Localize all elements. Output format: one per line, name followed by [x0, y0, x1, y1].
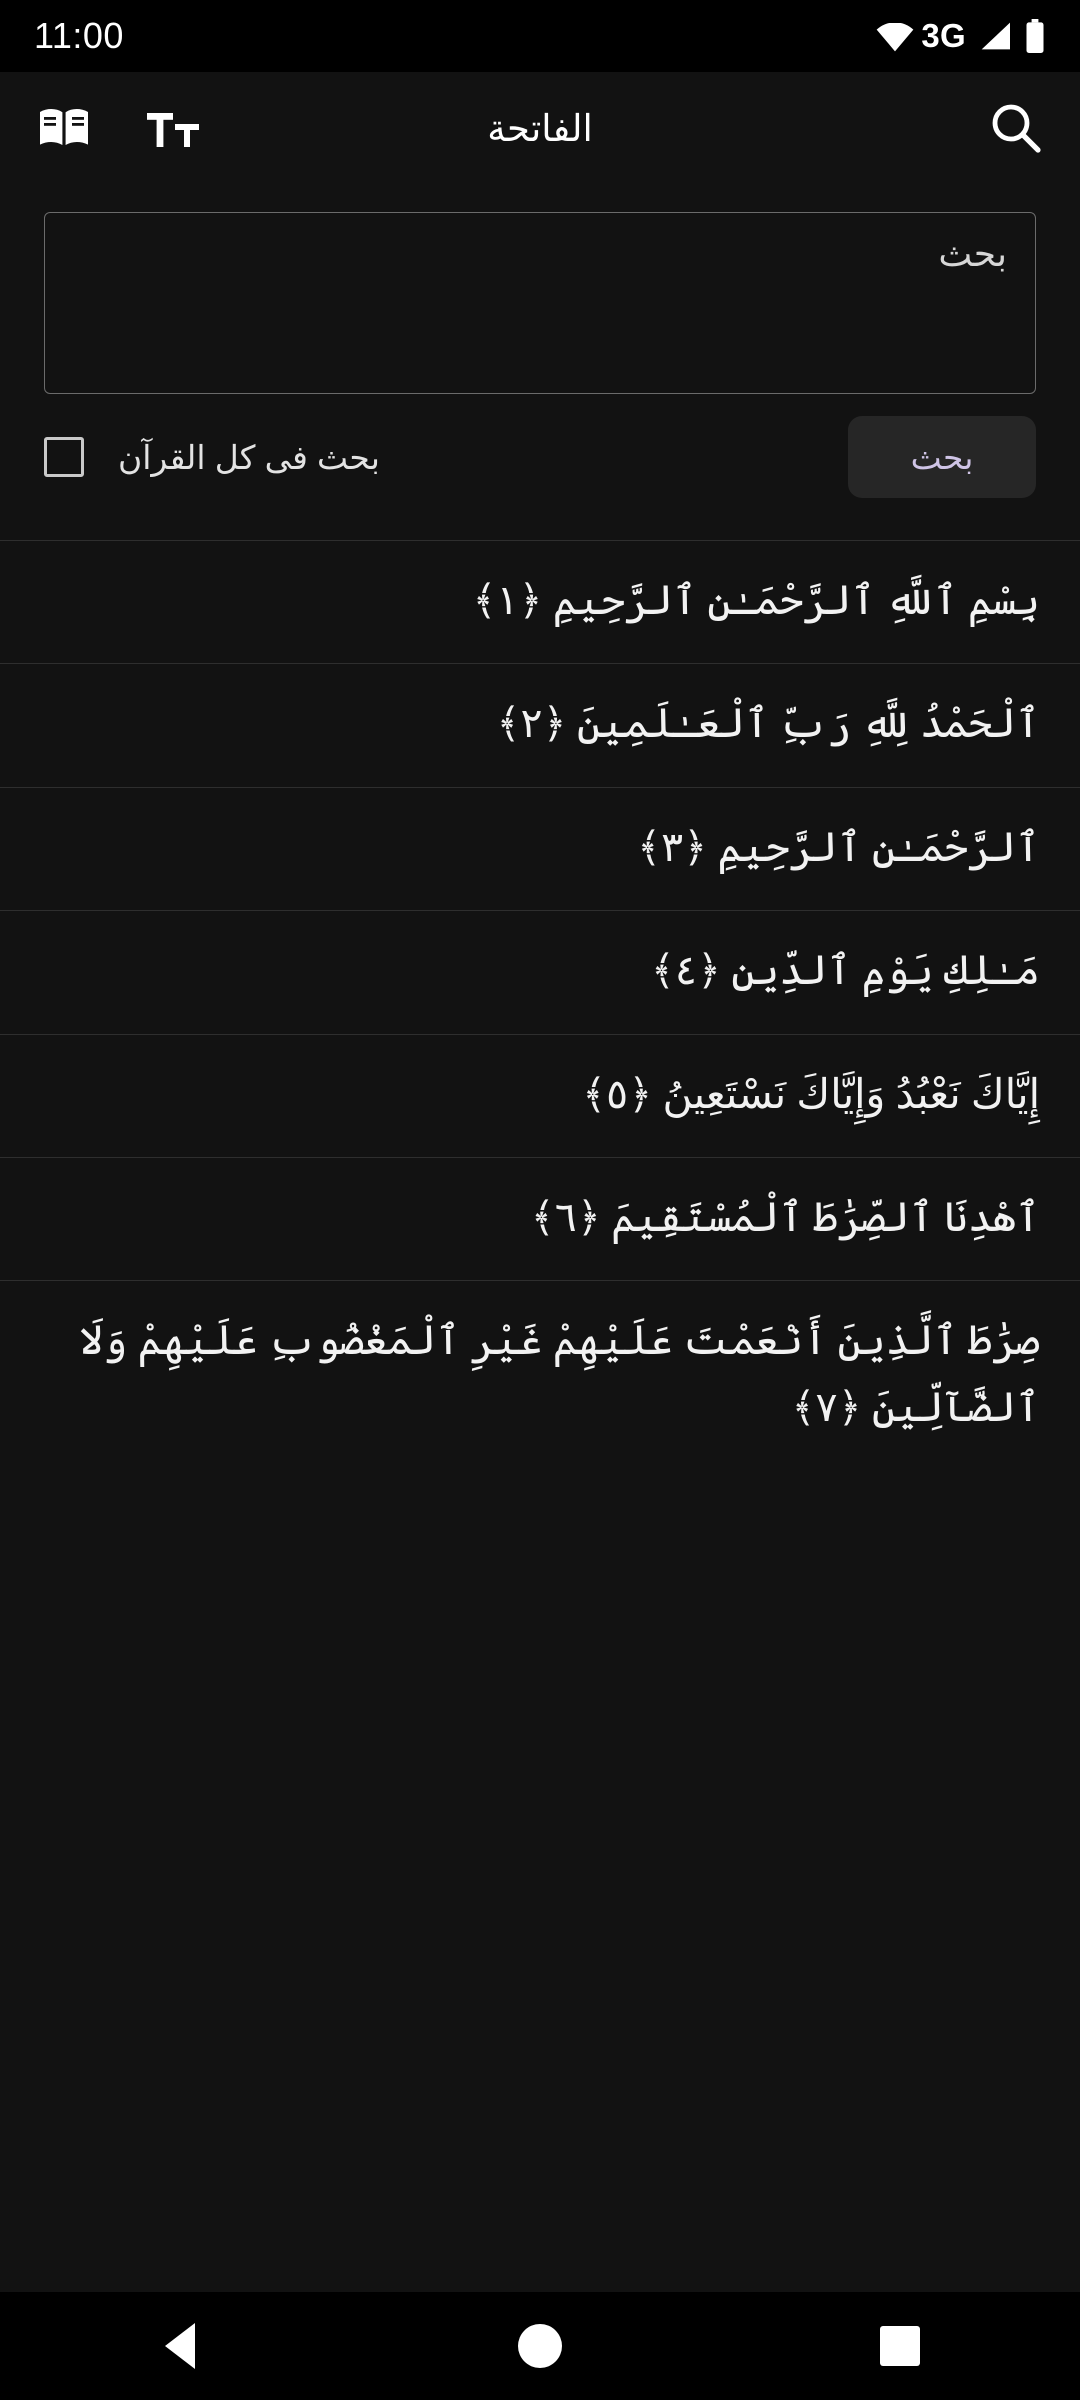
home-circle-icon: [518, 2324, 562, 2368]
app-bar-right-actions: [986, 98, 1046, 158]
book-icon[interactable]: [34, 98, 94, 158]
ayah-row[interactable]: [0, 540, 1080, 663]
ayah-text: ٱهْدِنَا ٱلصِّرَٰطَ ٱلْمُسْتَقِيمَ ﴿٦﴾: [530, 1194, 1040, 1241]
recents-square-icon: [880, 2326, 920, 2366]
ayah-text: مَـٰلِكِ يَوْمِ ٱلدِّينِ ﴿٤﴾: [650, 947, 1040, 994]
nav-recents-button[interactable]: [800, 2292, 1000, 2400]
ayah-row[interactable]: [0, 663, 1080, 786]
search-whole-quran-option[interactable]: [44, 437, 380, 477]
signal-icon: [978, 21, 1012, 51]
ayah-row[interactable]: [0, 1280, 1080, 1470]
ayah-text: ٱلْحَمْدُ لِلَّهِ رَبِّ ٱلْعَـٰلَمِينَ ﴿٢﴾: [496, 700, 1040, 747]
text-size-icon[interactable]: [144, 98, 204, 158]
ayah-text: إِيَّاكَ نَعْبُدُ وَإِيَّاكَ نَسْتَعِينُ ﴿٥﴾: [582, 1070, 1040, 1117]
ayah-text: ٱلرَّحْمَـٰنِ ٱلرَّحِيمِ ﴿٣﴾: [637, 823, 1040, 870]
status-clock: 11:00: [34, 15, 124, 56]
search-whole-quran-label: بحث فى كل القرآن: [118, 438, 380, 476]
ayah-text: بِسْمِ ٱللَّهِ ٱلرَّحْمَـٰنِ ٱلرَّحِيمِ ﴿١﴾: [472, 577, 1040, 623]
back-triangle-icon: [165, 2323, 195, 2369]
ayah-row[interactable]: [0, 910, 1080, 1033]
status-indicators: [875, 17, 1046, 55]
ayah-text: صِرَٰطَ ٱلَّذِينَ أَنْعَمْتَ عَلَيْهِمْ غَيْرِ ٱلْمَغْضُوبِ عَلَيْهِمْ وَلَا ٱلضَّآلِّينَ ﴿٧﴾: [79, 1317, 1040, 1430]
system-navigation-bar: [0, 2292, 1080, 2400]
status-bar: [0, 0, 1080, 72]
search-controls: [0, 394, 1080, 498]
wifi-icon: [875, 23, 909, 49]
search-whole-quran-checkbox[interactable]: [44, 437, 84, 477]
search-icon[interactable]: [986, 98, 1046, 158]
nav-home-button[interactable]: [440, 2292, 640, 2400]
search-input[interactable]: [44, 212, 1036, 394]
ayah-list: [0, 540, 1080, 1470]
network-type-label: 3G: [921, 17, 966, 54]
app-bar: [0, 72, 1080, 184]
search-button[interactable]: بحث: [848, 416, 1036, 498]
search-section: [0, 184, 1080, 394]
ayah-row[interactable]: [0, 1157, 1080, 1280]
app-bar-left-actions: [34, 98, 204, 158]
nav-back-button[interactable]: [80, 2292, 280, 2400]
ayah-row[interactable]: [0, 1034, 1080, 1157]
ayah-row[interactable]: [0, 787, 1080, 910]
page-title: الفاتحة: [487, 107, 593, 149]
battery-icon: [1024, 19, 1046, 53]
